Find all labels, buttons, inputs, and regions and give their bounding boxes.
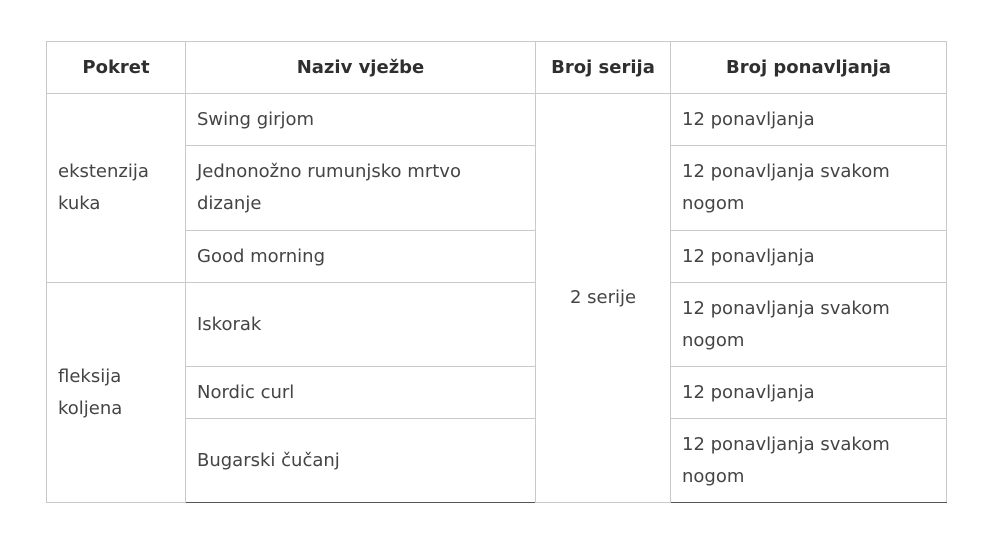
header-row [47, 42, 947, 94]
reps-cell: 12 ponavljanja [671, 367, 947, 419]
movement-cell: ekstenzija kuka [47, 94, 186, 283]
exercise-cell: Jednonožno rumunjsko mrtvo dizanje [186, 146, 536, 231]
header-movement: Pokret [47, 42, 186, 94]
header-reps: Broj ponavljanja [671, 42, 947, 94]
workout-table [46, 41, 947, 503]
reps-cell: 12 ponavljanja svakom nogom [671, 146, 947, 231]
table-row [47, 283, 947, 367]
exercise-cell: Nordic curl [186, 367, 536, 419]
exercise-cell: Bugarski čučanj [186, 419, 536, 503]
header-exercise: Naziv vježbe [186, 42, 536, 94]
reps-cell: 12 ponavljanja svakom nogom [671, 419, 947, 503]
table-row [47, 94, 947, 146]
movement-cell: fleksija koljena [47, 283, 186, 503]
reps-cell: 12 ponavljanja svakom nogom [671, 283, 947, 367]
sets-cell: 2 serije [536, 94, 671, 503]
reps-cell: 12 ponavljanja [671, 231, 947, 283]
exercise-cell: Good morning [186, 231, 536, 283]
reps-cell: 12 ponavljanja [671, 94, 947, 146]
exercise-cell: Iskorak [186, 283, 536, 367]
header-sets: Broj serija [536, 42, 671, 94]
exercise-cell: Swing girjom [186, 94, 536, 146]
